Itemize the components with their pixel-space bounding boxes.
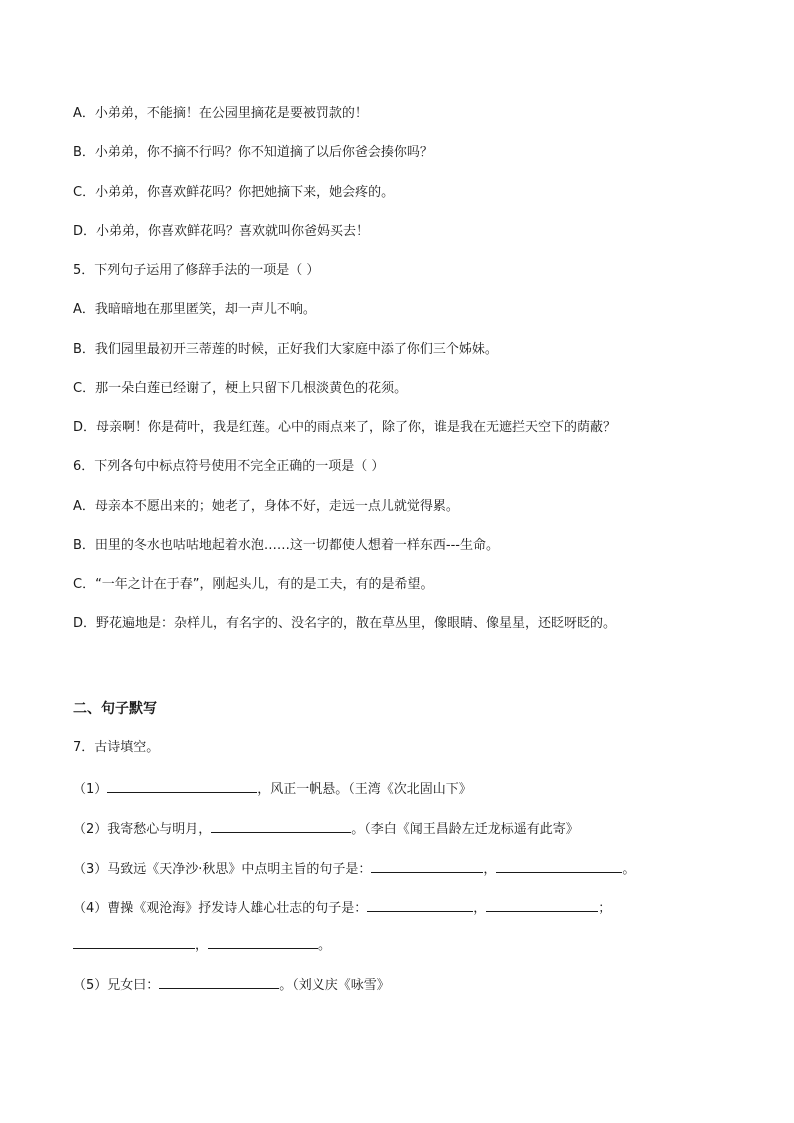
answer-blank-4b[interactable] [486,897,598,912]
item-5-text-before: （5）兄女曰： [73,978,160,993]
answer-blank-5[interactable] [159,974,279,989]
item-1-number: （1） [73,782,108,797]
q6-option-a: A．母亲本不愿出来的；她老了，身体不好，走远一点儿就觉得累。 [73,499,459,514]
item-4b-separator: ， [195,938,209,953]
q5-option-c: C．那一朵白莲已经谢了，梗上只留下几根淡黄色的花须。 [73,381,408,396]
answer-blank-3a[interactable] [371,858,483,873]
q7-item-4 [73,897,611,919]
answer-blank-3b[interactable] [496,858,622,873]
item-3-text-before: （3）马致远《天净沙·秋思》中点明主旨的句子是： [73,862,372,877]
q7-item-1 [73,778,472,800]
q7-item-4-continued [73,934,331,956]
item-5-text-after: 。（刘义庆《咏雪》 [279,978,390,993]
item-4-text-before: （4）曹操《观沧海》抒发诗人雄心壮志的句子是： [73,901,368,916]
q4-option-a: A．小弟弟，不能摘！在公园里摘花是要被罚款的！ [73,106,368,121]
q4-option-c: C．小弟弟，你喜欢鲜花吗？你把她摘下来，她会疼的。 [73,185,395,200]
q6-stem: 6．下列各句中标点符号使用不完全正确的一项是（ ） [73,459,385,474]
q6-option-c: C．“一年之计在于春”，刚起头儿，有的是工夫，有的是希望。 [73,577,434,592]
item-3-separator: ， [483,862,497,877]
item-4b-end: 。 [318,938,332,953]
item-3-end: 。 [622,862,636,877]
answer-blank-4d[interactable] [208,934,318,949]
item-4-end: ； [598,901,612,916]
q7-item-5 [73,974,390,996]
item-4-separator: ， [473,901,487,916]
q6-option-d: D．野花遍地是：杂样儿，有名字的、没名字的，散在草丛里，像眼睛、像星星，还眨呀眨的。 [73,616,617,631]
q5-stem: 5．下列句子运用了修辞手法的一项是（ ） [73,263,320,278]
q7-item-2 [73,818,579,840]
q4-option-d: D．小弟弟，你喜欢鲜花吗？喜欢就叫你爸妈买去！ [73,224,370,239]
item-1-text: ，风正一帆悬。（王湾《次北固山下》 [257,782,472,797]
item-2-text-before: （2）我寄愁心与明月， [73,822,212,837]
answer-blank-4c[interactable] [73,934,195,949]
q7-item-3 [73,858,635,880]
section-heading: 二、句子默写 [73,701,157,717]
q5-option-d: D．母亲啊！你是荷叶，我是红莲。心中的雨点来了，除了你，谁是我在无遮拦天空下的荫蔽？ [73,420,617,435]
answer-blank-4a[interactable] [367,897,473,912]
q7-stem: 7．古诗填空。 [73,740,160,755]
item-2-text-after: 。（李白《闻王昌龄左迁龙标遥有此寄》 [351,822,579,837]
q4-option-b: B．小弟弟，你不摘不行吗？你不知道摘了以后你爸会揍你吗？ [73,145,433,160]
q5-option-b: B．我们园里最初开三蒂莲的时候，正好我们大家庭中添了你们三个姊妹。 [73,342,498,357]
answer-blank-1[interactable] [107,778,257,793]
q5-option-a: A．我暗暗地在那里匿笑，却一声儿不响。 [73,302,316,317]
q6-option-b: B．田里的冬水也咕咕地起着水泡……这一切都使人想着一样东西---生命。 [73,538,499,553]
answer-blank-2[interactable] [211,818,351,833]
